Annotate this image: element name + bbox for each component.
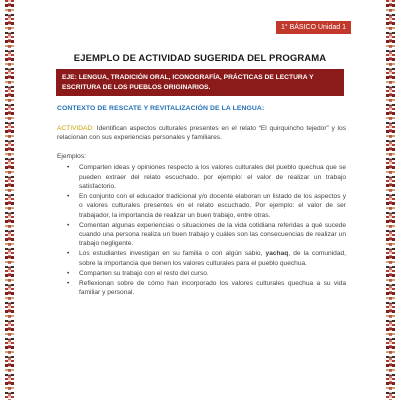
bullet-icon: •	[67, 221, 70, 229]
bullet-icon: •	[67, 279, 70, 287]
list-item: • Comparten su trabajo con el resto del curso.	[67, 269, 209, 277]
list-item: • En conjunto con el educador tradicional y/o docente elaboran un listado de los aspectos y o valores culturales presentes en el relato escuchado. Por ejemplo: el valor de ser trabajador, la importancia de realizar un buen trabajo, entre otras.	[67, 192, 346, 219]
list-item: • Comparten ideas y opiniones respecto a los valores culturales del pueblo quechua que se pueden extraer del relato escuchado, por ejemplo: el valor de realizar un trabajo satisfactorio.	[67, 164, 346, 191]
list-item: • Reflexionan sobre de cómo han incorporado los valores culturales quechua a su vida familiar y personal.	[67, 279, 346, 296]
bullet-icon: •	[67, 164, 70, 172]
examples-list	[57, 163, 346, 297]
content-area	[57, 105, 346, 298]
section-heading: CONTEXTO DE RESCATE Y REVITALIZACIÓN DE LA LENGUA:	[57, 105, 265, 112]
list-item: • Los estudiantes investigan en su familia o con algún sabio, yachaq, de la comunidad, sobre la importancia que tienen los valores culturales para el pueblo quechua.	[67, 250, 347, 267]
list-item: • Comentan algunas experiencias o situaciones de la vida cotidiana referidas a qué sucede cuando una persona realiza un buen trabajo y cuáles son las consecuencias de realizar un trabajo negligente.	[67, 221, 346, 248]
activity-paragraph	[57, 124, 346, 143]
bullet-icon: •	[67, 192, 70, 200]
page-title: EJEMPLO DE ACTIVIDAD SUGERIDA DEL PROGRAMA	[73, 53, 327, 64]
eje-banner: EJE: LENGUA, TRADICIÓN ORAL, ICONOGRAFÍA, PRÁCTICAS DE LECTURA Y ESCRITURA DE LOS PUEBLOS ORIGINARIOS.	[56, 69, 344, 96]
yachaq-term: yachaq	[265, 250, 289, 258]
bullet-icon: •	[67, 250, 70, 258]
examples-label: Ejemplos:	[57, 152, 86, 160]
activity-label: ACTIVIDAD:	[57, 125, 95, 132]
bullet-icon: •	[67, 269, 70, 277]
activity-text: Identifican aspectos culturales presentes en el relato “El quirquincho tejedor” y los relacionan con sus experiencias personales y familiares.	[57, 125, 346, 142]
unit-badge: 1° BÁSICO Unidad 1	[276, 21, 351, 34]
